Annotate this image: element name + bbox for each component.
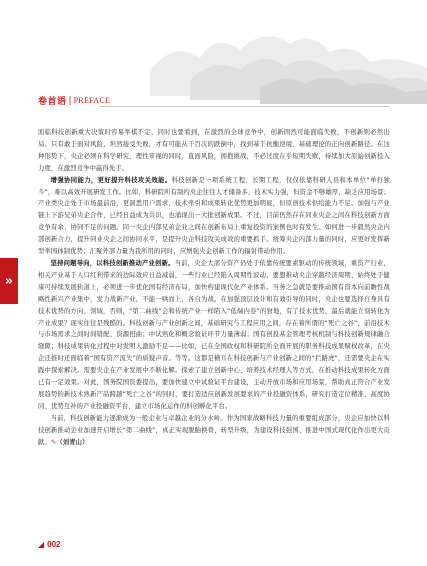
chevron-right-icon: » <box>4 273 14 289</box>
page-number: 002 <box>47 540 61 549</box>
paragraph-text: 科技创新是一项系统工程、长期工程，仅仅依靠科研人员和本单位“单打独斗”，难以高效开展研发工作。比如，科研院所有制约央企往往人才储备多，技术实力强，但资金不够雄厚，缺乏应用场景；产业类央企处于市场最前沿，更洞悉用户需求，技术牵引和成果转化优势更加明显，但原创技术供给能力不足。加强与产业链上下游兄弟央企合作，已经日益成为共识，也涌现出一大批创新成果。不过，目前仍然存在同业央企之间在科技创新方面竞争有余、协同不足的问题。同一央企内部兄弟企业之间在创新布局上重复投资的案例也时有发生。如何进一步毅然央企内部创新合力，提升同业央企之间协同水平，是提升央企科技攻关成效的重要抓手。统筹央企内部力量的同时，应更好发挥新型举国体制优势；汇聚外部力量为我所用的同时，应增强央企创新工作的辐射带动作用。 <box>38 176 391 256</box>
paragraph <box>38 175 390 258</box>
signature <box>51 439 89 446</box>
triangle-icon: ◢ <box>38 540 45 549</box>
pen-icon: ✎ <box>50 438 57 446</box>
ink-mountain-decoration <box>0 0 427 130</box>
header-separator: | <box>68 95 72 106</box>
section-title-zh: 卷首语 <box>38 97 67 107</box>
paragraph <box>38 413 390 449</box>
paragraph: 面临科技创新重大决策时容易举棋不定，同时也要看到，在激烈的全球竞争中，创新固然可能面临失败，不创新则必然出局。只有敢于面对风险，坦然接受失败，才有可能从千百次的跌倒中，找到基于抗衡逆境、基础理论的正向创新路径。在这种形势下，央企必须在科学研究、理性审视的同时，直面风险，拥抱挑战，不必过度在乎短期失败，持续加大原始创新投入力度，在激烈竞争中赢得先手。 <box>38 129 390 172</box>
page-footer <box>38 540 61 549</box>
paragraph-text: 当前，科技创新能力逐渐成为一般企业与卓越企业的分水岭。作为国家战略科技力量的重要组成部分，央企应加快以科技创新推动企业加速开启增长“第二曲线”，真正实现脱胎换骨、转型升级，为建设科技强国、推进中国式现代化作出更大贡献。 <box>38 414 390 446</box>
side-chevron-tab <box>0 258 18 304</box>
header-divider <box>100 106 389 107</box>
article-body <box>38 127 390 448</box>
paragraph-lead: 增强协同能力，更好提升科技攻关效能。 <box>50 176 172 184</box>
author-name: （刘青山） <box>56 438 89 446</box>
paragraph <box>38 258 390 413</box>
section-title-en: PREFACE <box>73 96 111 105</box>
paragraph-text: 当前，央企大部分资产仍处于依靠传统要素驱动的传统领域，重资产行业，相关产业基于人口红利带来的边际效应日益减弱，一些行业已经陷入周期性波动，要想推动央企穿越经济周期、始终处于健康可持续发展轨道上，必须进一步优化国有经济布局，加快构建现代化产业体系。当务之急就是要推动国有资本向前瞻性战略性新兴产业集中，发力战新产业，不能一哄而上、各自为战。在加强顶层设计和有效引导的同时，央企也要选择自身具有技术优势的方向、领域，否则，“第二曲线”会和传统产业一样陷入“低端内卷”的窘地，有了技术优势，最后就能立刻转化为产业成果？现实往往是残酷的。科技创新与产业创新之间，基础研究与工程应用之间，存在着所谓的“死亡之谷”，前沿技术与市场需求之间时间错配、资源扭曲；中试熟化和概念验证环节力量薄弱；国有创投基金管理考核机制与科技创新规律融合缝隙；科技成果转化过程中对发明人激励不足——比如，已在全国政权和科研院所全面开展的职务科技成果赋权改革，在央企还推时还面临着“国有资产流失”的质疑声音。等等。这都是横亘在科技创新与产业创新之间的“拦路虎”，还需要央企在实践中探索解决。需要央企在产业发展中不断化解。探索了建立创新中心、培养技术经理人等方式，在推动科技成果转化方面已有一定效果。对此，国务院国资委提出，要加快建立中试验证平台建设，主动开放市场和应用场景，帮助真正符合产业发展趋势的新技术熟新产品跨越“死亡之谷”的同时，要打造适应创新发展要求的产业投融资体系，研究打造定位精准、高度协同、优势互补的产业投融资平台，建立市场化运作的科创孵化平台。 <box>38 259 390 410</box>
paragraph-lead: 坚持问题导向，以科技创新推动产业创新。 <box>50 259 175 267</box>
